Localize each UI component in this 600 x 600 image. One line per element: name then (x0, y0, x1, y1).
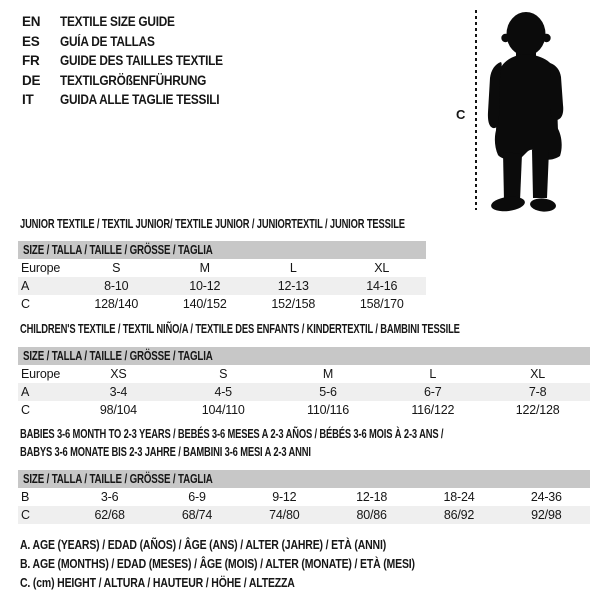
language-code: DE (22, 72, 41, 88)
value-cell: 3-4 (109, 385, 128, 399)
value-cell: 3-6 (100, 490, 119, 504)
size-header-label: SIZE / TALLA / TAILLE / GRÖSSE / TAGLIA (23, 349, 213, 363)
value-cell: 5-6 (319, 385, 337, 399)
value-cell: 6-7 (424, 385, 442, 399)
language-row (22, 71, 245, 91)
size-header-bar (18, 241, 426, 259)
language-code: ES (22, 33, 40, 49)
language-title: TEXTILE SIZE GUIDE (60, 14, 175, 29)
table-row (18, 506, 590, 524)
table-row (18, 401, 590, 419)
value-cell: 122/128 (515, 403, 560, 417)
value-cell: 152/158 (271, 297, 316, 311)
height-dashed-line (475, 10, 477, 210)
table-row (18, 295, 426, 313)
babies-section-title-line2: BABYS 3-6 MONATE BIS 2-3 JAHRE / BAMBINI 3-6 MESI A 2-3 ANNI (20, 445, 311, 459)
value-cell: 110/116 (307, 403, 349, 417)
language-list (22, 12, 245, 110)
value-cell: 4-5 (214, 385, 232, 399)
size-cell: L (289, 261, 297, 275)
language-row (22, 90, 245, 110)
table-row (18, 365, 590, 383)
value-cell: 12-18 (356, 490, 388, 504)
value-cell: 128/140 (94, 297, 139, 311)
value-cell: 86/92 (443, 508, 475, 522)
size-header-bar (18, 347, 590, 365)
row-label: B (21, 490, 30, 504)
row-label: A (21, 279, 30, 293)
language-row (22, 32, 245, 52)
footnote-b: B. AGE (MONTHS) / EDAD (MESES) / ÂGE (MOIS) / ALTER (MONATE) / ETÀ (MESI) (20, 557, 415, 571)
language-code: FR (22, 53, 40, 68)
size-header-label: SIZE / TALLA / TAILLE / GRÖSSE / TAGLIA (23, 243, 213, 257)
value-cell: 24-36 (530, 490, 562, 504)
value-cell: 80/86 (356, 508, 387, 522)
value-cell: 8-10 (104, 279, 129, 293)
row-label: Europe (21, 367, 61, 381)
size-cell: XL (530, 367, 546, 381)
value-cell: 6-9 (188, 490, 206, 504)
babies-section-title-line1: BABIES 3-6 MONTH TO 2-3 YEARS / BEBÉS 3-6 MESES A 2-3 AÑOS / BÉBÉS 3-6 MOIS À 2-3 ANS / (20, 427, 444, 441)
value-cell: 140/152 (182, 297, 227, 311)
row-label: A (21, 385, 30, 399)
size-header-label: SIZE / TALLA / TAILLE / GRÖSSE / TAGLIA (23, 472, 213, 486)
size-header-bar (18, 470, 590, 488)
table-row (18, 488, 590, 506)
size-cell: XS (110, 367, 127, 381)
row-label: C (21, 508, 30, 522)
size-cell: S (219, 367, 228, 381)
size-cell: XL (374, 261, 390, 275)
value-cell: 104/110 (201, 403, 245, 417)
value-cell: 98/104 (99, 403, 137, 417)
language-title: GUÍA DE TALLAS (60, 33, 155, 49)
value-cell: 10-12 (189, 279, 221, 293)
size-cell: S (112, 261, 121, 275)
row-label: Europe (21, 261, 61, 275)
value-cell: 92/98 (531, 508, 562, 522)
footnote-a: A. AGE (YEARS) / EDAD (AÑOS) / ÂGE (ANS) / ALTER (JAHRE) / ETÀ (ANNI) (20, 538, 387, 552)
size-cell: M (322, 367, 334, 381)
children-table (18, 347, 590, 419)
value-cell: 158/170 (359, 297, 404, 311)
children-size-grid (18, 365, 590, 419)
row-label: C (21, 297, 30, 311)
footnote-c: C. (cm) HEIGHT / ALTURA / HAUTEUR / HÖHE / ALTEZZA (20, 576, 295, 590)
table-row (18, 383, 590, 401)
language-title: TEXTILGRÖßENFÜHRUNG (60, 72, 207, 88)
babies-size-grid (18, 488, 590, 524)
babies-table (18, 470, 590, 524)
junior-size-grid (18, 259, 426, 313)
value-cell: 18-24 (443, 490, 475, 504)
size-cell: M (199, 261, 210, 275)
table-row (18, 259, 426, 277)
value-cell: 74/80 (269, 508, 300, 522)
children-section-title: CHILDREN'S TEXTILE / TEXTIL NIÑO/A / TEXTILE DES ENFANTS / KINDERTEXTIL / BAMBINI TESSILE (20, 322, 460, 336)
size-cell: L (429, 367, 437, 381)
junior-table (18, 241, 426, 313)
value-cell: 7-8 (528, 385, 547, 399)
value-cell: 116/122 (411, 403, 455, 417)
row-label: C (21, 403, 30, 417)
language-row (22, 51, 245, 71)
baby-silhouette-icon (487, 7, 589, 214)
language-code: IT (22, 92, 34, 107)
language-title: GUIDA ALLE TAGLIE TESSILI (60, 92, 220, 107)
language-title: GUIDE DES TAILLES TEXTILE (60, 53, 223, 68)
legend-footnotes (20, 536, 490, 593)
language-code: EN (22, 14, 41, 29)
value-cell: 9-12 (272, 490, 297, 504)
value-cell: 68/74 (181, 508, 213, 522)
height-measure-label: C (456, 107, 466, 122)
table-row (18, 277, 426, 295)
junior-section-title: JUNIOR TEXTILE / TEXTIL JUNIOR/ TEXTILE JUNIOR / JUNIORTEXTIL / JUNIOR TESSILE (20, 217, 405, 231)
value-cell: 62/68 (94, 508, 125, 522)
value-cell: 12-13 (277, 279, 309, 293)
value-cell: 14-16 (366, 279, 398, 293)
language-row (22, 12, 245, 32)
